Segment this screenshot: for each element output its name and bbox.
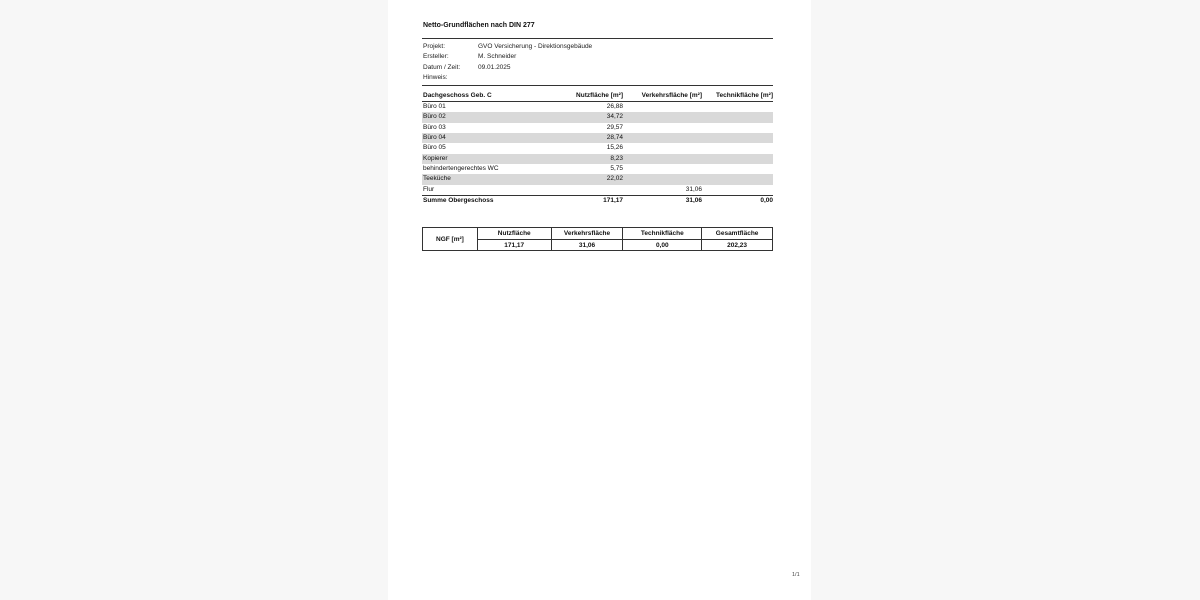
- cell-room: Kopierer: [423, 154, 448, 162]
- page-number: 1/1: [792, 572, 800, 578]
- ngf-col-gesamtflaeche: [702, 228, 772, 250]
- sum-label: Summe Obergeschoss: [423, 197, 494, 205]
- cell-technik: [702, 102, 773, 112]
- cell-room: Teeküche: [423, 175, 451, 183]
- cell-nutz: 29,57: [606, 123, 623, 131]
- meta-divider: [422, 85, 773, 86]
- ngf-header: Nutzfläche: [478, 228, 551, 240]
- cell-nutz: [568, 185, 623, 195]
- table-row: [422, 102, 773, 112]
- meta-value: GVO Versicherung - Direktionsgebäude: [478, 43, 593, 50]
- ngf-col-verkehrsflaeche: [552, 228, 624, 250]
- table-row: [422, 185, 773, 195]
- cell-technik: [702, 164, 773, 174]
- meta-row-datum: [423, 63, 592, 73]
- header-technikflaeche: Technikfläche [m²]: [716, 92, 773, 99]
- ngf-col-technikflaeche: [623, 228, 702, 250]
- cell-technik: [702, 154, 773, 164]
- ngf-header: Verkehrsfläche: [552, 228, 623, 240]
- cell-room: Büro 01: [423, 103, 446, 110]
- ngf-header: Technikfläche: [623, 228, 701, 240]
- meta-row-hinweis: [423, 73, 592, 83]
- cell-nutz: 22,02: [606, 175, 623, 183]
- meta-row-projekt: [423, 42, 592, 52]
- cell-verkehr: [623, 123, 702, 133]
- table-row: [422, 174, 773, 184]
- table-row: [422, 112, 773, 122]
- cell-nutz: 15,26: [606, 144, 623, 152]
- cell-nutz: 5,75: [610, 165, 623, 173]
- ngf-value: 0,00: [655, 242, 669, 249]
- meta-value: 09.01.2025: [478, 63, 511, 71]
- cell-technik: [702, 143, 773, 153]
- sum-nutz: 171,17: [603, 197, 623, 205]
- cell-verkehr: [623, 174, 702, 184]
- header-room: Dachgeschoss Geb. C: [423, 92, 492, 99]
- meta-block: [423, 42, 592, 84]
- cell-technik: [702, 133, 773, 143]
- meta-value: M. Schneider: [478, 53, 517, 61]
- table-row: [422, 143, 773, 153]
- cell-verkehr: [623, 164, 702, 174]
- cell-room: Büro 02: [423, 113, 446, 121]
- cell-verkehr: [623, 133, 702, 143]
- cell-verkehr: [623, 102, 702, 112]
- document-title: Netto-Grundflächen nach DIN 277: [423, 22, 535, 29]
- sum-row: [422, 195, 773, 206]
- cell-nutz: 34,72: [606, 113, 623, 121]
- title-divider: [422, 38, 773, 39]
- cell-technik: [702, 112, 773, 122]
- header-nutzflaeche: Nutzfläche [m²]: [576, 92, 623, 99]
- table-row: [422, 123, 773, 133]
- table-row: [422, 164, 773, 174]
- sum-verkehr: 31,06: [685, 197, 702, 205]
- table-header: [422, 91, 773, 102]
- cell-room: Büro 04: [423, 134, 446, 142]
- ngf-value: 171,17: [504, 242, 525, 249]
- ngf-header: Gesamtfläche: [702, 228, 772, 240]
- table-row: [422, 133, 773, 143]
- cell-room: behindertengerechtes WC: [423, 165, 499, 173]
- ngf-label: NGF [m²]: [423, 228, 478, 250]
- cell-verkehr: [623, 112, 702, 122]
- header-verkehrsflaeche: Verkehrsfläche [m²]: [641, 92, 702, 99]
- cell-room: Büro 03: [423, 123, 446, 131]
- meta-key: Datum / Zeit:: [423, 63, 461, 71]
- cell-technik: [702, 123, 773, 133]
- sum-technik: 0,00: [760, 197, 773, 205]
- ngf-value: 202,23: [727, 242, 748, 249]
- area-table: [422, 91, 773, 206]
- cell-nutz: 8,23: [610, 154, 623, 162]
- cell-verkehr: 31,06: [685, 185, 702, 193]
- cell-room: Büro 05: [423, 144, 446, 152]
- cell-technik: [702, 174, 773, 184]
- meta-key: Projekt:: [423, 43, 446, 50]
- cell-room: Flur: [423, 185, 435, 193]
- document-page: [388, 0, 811, 600]
- cell-nutz: 28,74: [606, 134, 623, 142]
- ngf-summary-table: [422, 227, 773, 251]
- meta-row-ersteller: [423, 52, 592, 62]
- cell-verkehr: [623, 143, 702, 153]
- ngf-value: 31,06: [578, 242, 596, 249]
- cell-technik: [702, 185, 773, 195]
- cell-verkehr: [623, 154, 702, 164]
- table-row: [422, 154, 773, 164]
- meta-key: Ersteller:: [423, 53, 449, 61]
- meta-key: Hinweis:: [423, 74, 448, 82]
- ngf-col-nutzflaeche: [478, 228, 552, 250]
- cell-nutz: 26,88: [606, 103, 623, 110]
